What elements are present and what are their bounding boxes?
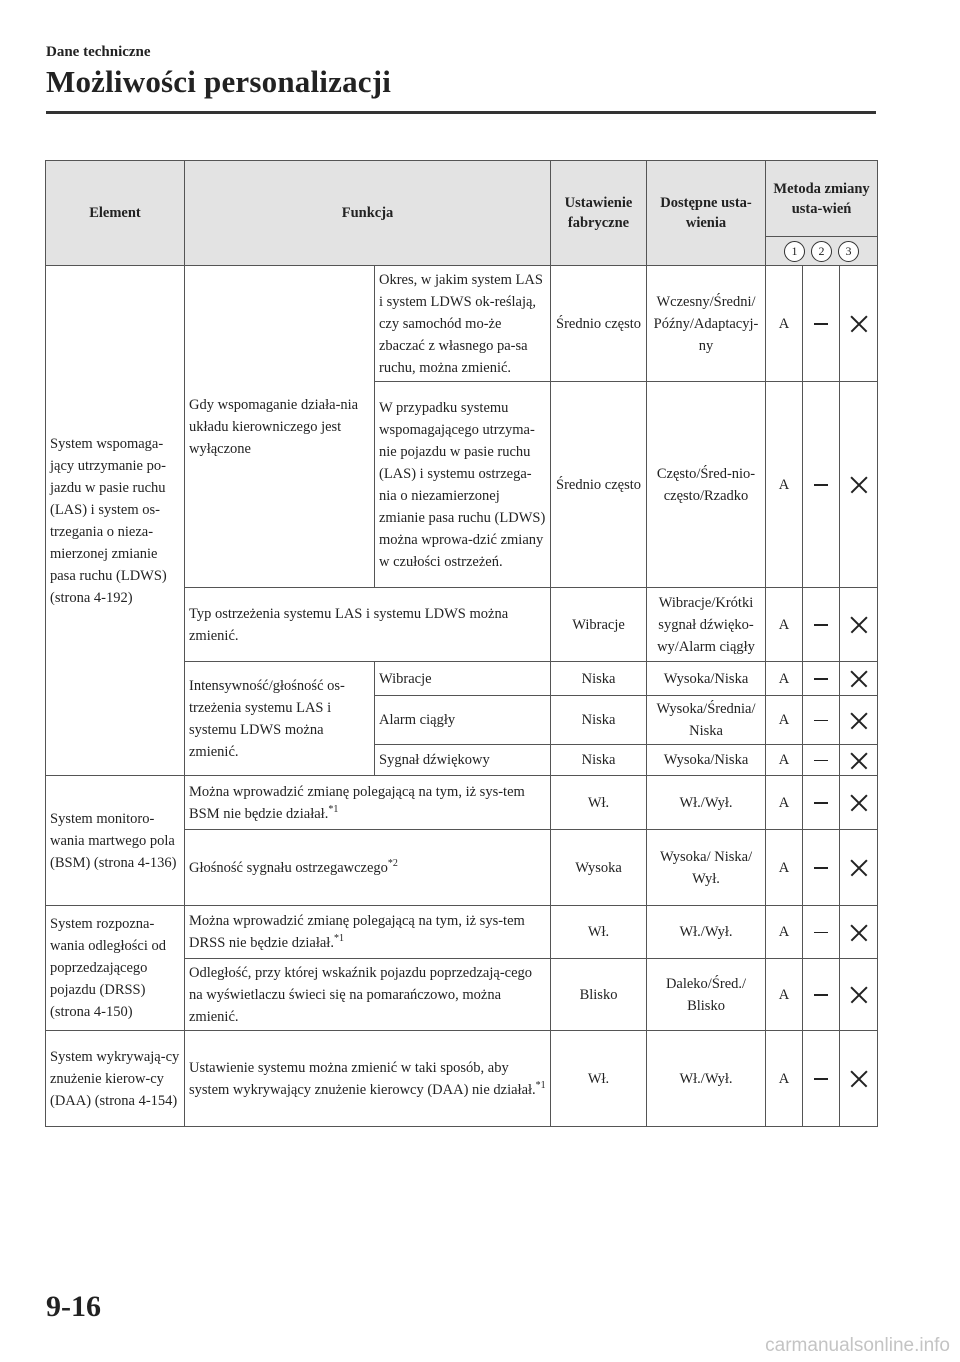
available-values: Wysoka/ Niska/ Wył.: [647, 830, 766, 906]
title-rule: [46, 111, 876, 114]
method-2-icon: 2: [811, 241, 832, 262]
factory-value: Wł.: [551, 906, 647, 959]
dash-icon: [814, 484, 828, 486]
method-1-value: A: [766, 1031, 803, 1127]
footnote-ref: *1: [333, 933, 344, 945]
available-values: Wysoka/Średnia/ Niska: [647, 696, 766, 745]
table-row: [46, 906, 878, 959]
method-3-value: [840, 266, 878, 382]
available-values: Wł./Wył.: [647, 1031, 766, 1127]
section-label: Dane techniczne: [46, 44, 151, 60]
cross-icon: [850, 476, 868, 494]
method-3-value: [840, 696, 878, 745]
element-bsm: System monitoro-wania martwego pola (BSM) (strona 4-136): [46, 776, 185, 906]
function-text-body: Ustawienie systemu można zmienić w taki sposób, aby system wykrywający znużenie kierowcy (DAA) nie działał.: [189, 1059, 536, 1098]
function-text: [185, 830, 551, 906]
factory-value: Średnio często: [551, 266, 647, 382]
method-1-value: A: [766, 266, 803, 382]
method-3-icon: 3: [838, 241, 859, 262]
available-values: Wł./Wył.: [647, 776, 766, 830]
method-2-value: [803, 382, 840, 588]
function-text: Okres, w jakim system LAS i system LDWS ok-reślają, czy samochód mo-że zbaczać z własnego pa-sa ruchu, można zmienić.: [375, 266, 551, 382]
header-available: Dostępne usta-wienia: [647, 161, 766, 266]
function-text: Alarm ciągły: [375, 696, 551, 745]
dash-icon: [814, 994, 828, 996]
method-2-value: [803, 830, 840, 906]
factory-value: Niska: [551, 745, 647, 776]
dash-icon: [814, 624, 828, 626]
dash-icon: [814, 720, 828, 722]
dash-icon: [814, 323, 828, 325]
cross-icon: [850, 752, 868, 770]
header-method: Metoda zmiany usta-wień: [766, 161, 878, 237]
method-3-value: [840, 1031, 878, 1127]
function-text: Wibracje: [375, 662, 551, 696]
function-text: [185, 906, 551, 959]
method-1-value: A: [766, 662, 803, 696]
function-text: W przypadku systemu wspomagającego utrzyma-nie pojazdu w pasie ruchu (LAS) i systemu ostrzega-nia o niezamierzonej zmianie pasa ruchu (LDWS) można wprowa-dzić zmiany w czułości ostrzeżeń.: [375, 382, 551, 588]
function-las-intensity: Intensywność/głośność os-trzeżenia systemu LAS i systemu LDWS można zmienić.: [185, 662, 375, 776]
function-las-steering: Gdy wspomaganie działa-nia układu kierowniczego jest wyłączone: [185, 266, 375, 588]
factory-value: Niska: [551, 696, 647, 745]
cross-icon: [850, 859, 868, 877]
element-las: System wspomaga-jący utrzymanie po-jazdu w pasie ruchu (LAS) i system os-trzegania o nieza-mierzonej zmianie pasa ruchu (LDWS) (strona 4-192): [46, 266, 185, 776]
method-2-value: [803, 745, 840, 776]
page-title: Możliwości personalizacji: [46, 64, 392, 99]
method-3-value: [840, 830, 878, 906]
available-values: Wysoka/Niska: [647, 745, 766, 776]
method-1-value: A: [766, 588, 803, 662]
factory-value: Niska: [551, 662, 647, 696]
method-1-value: A: [766, 382, 803, 588]
factory-value: Wibracje: [551, 588, 647, 662]
factory-value: Średnio często: [551, 382, 647, 588]
dash-icon: [814, 1078, 828, 1080]
header-function: Funkcja: [185, 161, 551, 266]
function-text: [185, 776, 551, 830]
cross-icon: [850, 1070, 868, 1088]
available-values: Wł./Wył.: [647, 906, 766, 959]
method-1-value: A: [766, 776, 803, 830]
dash-icon: [814, 867, 828, 869]
dash-icon: [814, 678, 828, 680]
method-2-value: [803, 588, 840, 662]
customization-table: [45, 160, 878, 1127]
method-3-value: [840, 959, 878, 1031]
cross-icon: [850, 794, 868, 812]
method-2-value: [803, 696, 840, 745]
factory-value: Wł.: [551, 1031, 647, 1127]
function-text: Odległość, przy której wskaźnik pojazdu poprzedzają-cego na wyświetlaczu świeci się na pomarańczowo, można zmienić.: [185, 959, 551, 1031]
page-number: 9-16: [46, 1290, 101, 1323]
method-2-value: [803, 662, 840, 696]
method-3-value: [840, 588, 878, 662]
header-method-numbers: [766, 237, 878, 266]
method-2-value: [803, 266, 840, 382]
element-drss: System rozpozna-wania odległości od poprzedzającego pojazdu (DRSS) (strona 4-150): [46, 906, 185, 1031]
cross-icon: [850, 616, 868, 634]
header-factory: Ustawienie fabryczne: [551, 161, 647, 266]
footnote-ref: *1: [535, 1079, 546, 1091]
method-2-value: [803, 776, 840, 830]
method-1-value: A: [766, 745, 803, 776]
function-text: Sygnał dźwiękowy: [375, 745, 551, 776]
table-row: [46, 266, 878, 382]
available-values: Często/Śred-nio-często/Rzadko: [647, 382, 766, 588]
watermark: carmanualsonline.info: [765, 1335, 950, 1356]
function-text-body: Można wprowadzić zmianę polegającą na tym, iż sys-tem BSM nie będzie działał.: [189, 783, 525, 822]
footnote-ref: *2: [387, 857, 398, 869]
available-values: Wibracje/Krótki sygnał dźwięko-wy/Alarm ciągły: [647, 588, 766, 662]
method-3-value: [840, 906, 878, 959]
method-3-value: [840, 382, 878, 588]
cross-icon: [850, 924, 868, 942]
function-text-body: Można wprowadzić zmianę polegającą na tym, iż sys-tem DRSS nie będzie działał.: [189, 913, 525, 951]
table-row: [46, 1031, 878, 1127]
dash-icon: [814, 802, 828, 804]
factory-value: Wł.: [551, 776, 647, 830]
method-1-value: A: [766, 906, 803, 959]
factory-value: Blisko: [551, 959, 647, 1031]
element-daa: System wykrywają-cy znużenie kierow-cy (DAA) (strona 4-154): [46, 1031, 185, 1127]
method-1-value: A: [766, 696, 803, 745]
dash-icon: [814, 932, 828, 934]
method-3-value: [840, 776, 878, 830]
function-text: Typ ostrzeżenia systemu LAS i systemu LDWS można zmienić.: [185, 588, 551, 662]
available-values: Wysoka/Niska: [647, 662, 766, 696]
cross-icon: [850, 712, 868, 730]
method-2-value: [803, 906, 840, 959]
method-2-value: [803, 959, 840, 1031]
cross-icon: [850, 670, 868, 688]
method-2-value: [803, 1031, 840, 1127]
method-1-value: A: [766, 959, 803, 1031]
available-values: Daleko/Śred./ Blisko: [647, 959, 766, 1031]
available-values: Wczesny/Średni/ Późny/Adaptacyj-ny: [647, 266, 766, 382]
cross-icon: [850, 986, 868, 1004]
method-1-icon: 1: [784, 241, 805, 262]
method-3-value: [840, 662, 878, 696]
dash-icon: [814, 760, 828, 762]
function-text: [185, 1031, 551, 1127]
header-element: Element: [46, 161, 185, 266]
cross-icon: [850, 315, 868, 333]
factory-value: Wysoka: [551, 830, 647, 906]
method-1-value: A: [766, 830, 803, 906]
function-text-body: Głośność sygnału ostrzegawczego: [189, 859, 388, 876]
footnote-ref: *1: [328, 803, 339, 815]
table-row: [46, 776, 878, 830]
method-3-value: [840, 745, 878, 776]
